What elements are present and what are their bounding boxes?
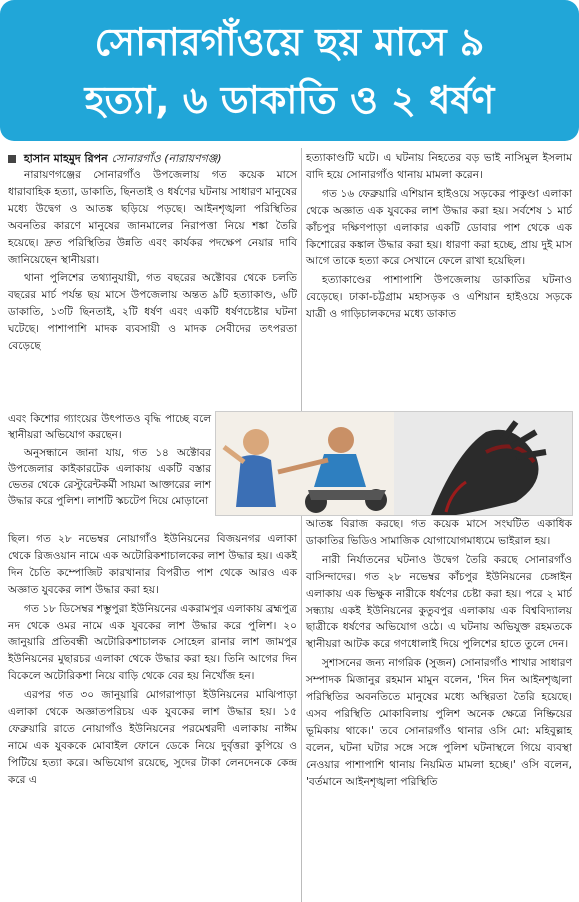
dateline-place: সোনারগাঁও (নারায়ণগঞ্জ)	[111, 152, 222, 165]
paragraph: এরপর গত ৩০ জানুয়ারি মোগরাপাড়া ইউনিয়নের মাঝিপাড়া এলাকা থেকে অজ্ঞাতপরিচয় এক যুবকের লাশ উদ্ধার হয়। ১৫ ফেব্রুয়ারি রাতে নোয়াগাঁও ইউনিয়নের পরমেশ্বরদী এলাকায় নাঈম নামে এক যুবককে মোবাইল ফোনে ডেকে নিয়ে দুর্বৃত্তরা কুপিয়ে ও পিটিয়ে হত্যা করে। অভিযোগ রয়েছে, সুদের টাকা লেনদেনকে কেন্দ্র করে এ	[8, 689, 297, 786]
article-column-right-top	[306, 150, 572, 325]
column-divider	[301, 148, 302, 902]
headline-line-2: হত্যা, ৬ ডাকাতি ও ২ ধর্ষণ	[84, 77, 495, 122]
paragraph: হত্যাকাণ্ডের পাশাপাশি উপজেলায় ডাকাতির ঘটনাও বেড়েছে। ঢাকা-চট্টগ্রাম মহাসড়ক ও এশিয়ান হাইওয়ে সড়কে যাত্রী ও গাড়িচালকদের মধ্যে ডাকাত	[306, 274, 572, 321]
paragraph: হত্যাকাণ্ডটি ঘটে। এ ঘটনায় নিহতের বড় ভাই নাসিমুল ইসলাম বাদি হয়ে সোনারগাঁও থানায় মামলা করেন।	[306, 152, 572, 181]
article-column-right-bottom	[306, 516, 572, 793]
paragraph: থানা পুলিশের তথ্যানুযায়ী, গত বছরের অক্টোবর থেকে চলতি বছরের মার্চ পর্যন্ত ছয় মাসে উপজেলায় অন্তত ৯টি হত্যাকাণ্ড, ৬টি ডাকাতি, ১৩টি ছিনতাই, ২টি ধর্ষণ এবং একটি ধর্ষণচেষ্টার ঘটনা ঘটেছে। পাশাপাশি মাদক ব্যবসায়ী ও মাদক সেবীদের তৎপরতা বেড়েছে	[8, 272, 297, 353]
paragraph: নারায়ণগঞ্জের সোনারগাঁও উপজেলায় গত কয়েক মাসে ধারাবাহিক হত্যা, ডাকাতি, ছিনতাই ও ধর্ষণের ঘটনায় সাধারণ মানুষের মধ্যে উদ্বেগ ও আতঙ্ক ছড়িয়ে পড়ছে। আইনশৃঙ্খলা পরিস্থিতির অবনতির কারণে মানুষের জানমালের নিরাপত্তা নিয়ে শঙ্কা তৈরি হয়েছে। দ্রুত পরিস্থিতির উন্নতি এবং কার্যকর পদক্ষেপ নেয়ার দাবি জানিয়েছেন স্থানীয়রা।	[8, 169, 297, 266]
article-column-left-middle	[8, 411, 211, 512]
author-name: হাসান মাহমুদ রিপন	[23, 152, 108, 165]
paragraph: গত ১৮ ডিসেম্বর শম্ভুপুরা ইউনিয়নের একরামপুর এলাকায় ব্রহ্মপুত্র নদ থেকে ওমর নামে এক যুবকের লাশ উদ্ধার করে পুলিশ। ২০ জানুয়ারি প্রতিবন্ধী অটোরিকশাচালক সোহেল রানার লাশ জামপুর ইউনিয়নের মুছারচর এলাকা থেকে উদ্ধার করা হয়। তিনি আগের দিন বিকেলে অটোরিকশা নিয়ে বাড়ি থেকে বের হয় নিখোঁজ হন।	[8, 602, 298, 683]
square-bullet-icon	[8, 155, 16, 163]
paragraph: আতঙ্ক বিরাজ করছে। গত কয়েক মাসে সংঘটিত একাধিক ডাকাতির ভিডিও সামাজিক যোগাযোগমাধ্যমে ভাইরাল হয়।	[306, 518, 572, 547]
paragraph: নারী নির্যাতনের ঘটনাও উদ্বেগ তৈরি করছে সোনারগাঁও বাসিন্দাদের। গত ২৮ নভেম্বর কাঁচপুর ইউনিয়নের চেঙ্গাইন এলাকায় এক ভিক্ষুক নারীকে ধর্ষণের চেষ্টা করা হয়। পরে ২ মার্চ সন্ধ্যায় একই ইউনিয়নের কুতুবপুর এলাকায় এক বিশ্ববিদ্যালয় ছাত্রীকে ধর্ষণের অভিযোগ ওঠে। এ ঘটনায় অভিযুক্ত রহমতকে স্থানীয়রা আটক করে গণধোলাই দিয়ে পুলিশের হাতে তুলে দেন।	[306, 553, 572, 651]
article-column-left-top	[8, 167, 297, 357]
paragraph: গত ১৬ ফেব্রুয়ারি এশিয়ান হাইওয়ে সড়কের পাকুণ্ডা এলাকা থেকে অজ্ঞাত এক যুবকের লাশ উদ্ধার করা হয়। সর্বশেষ ১ মার্চ কাঁচপুর দক্ষিণপাড়া এলাকার একটি ডোবার পাশ থেকে এক কিশোরের কঙ্কাল উদ্ধার করা হয়। ধারণা করা হচ্ছে, প্রায় দুই মাস আগে তাকে হত্যা করে সেখানে ফেলে রাখা হয়েছিল।	[306, 187, 572, 268]
headline-line-1: সোনারগাঁওয়ে ছয় মাসে ৯	[94, 19, 485, 64]
paragraph: ছিল। গত ২৮ নভেম্বর নোয়াগাঁও ইউনিয়নের বিজয়নগর এলাকা থেকে রিজওয়ান নামে এক অটোরিকশাচালকের লাশ উদ্ধার হয়। একই দিন চৈতি কম্পোজিট কারখানার বিপরীত পাশ থেকে আরও এক অজ্ঞাত যুবকের লাশ উদ্ধার করা হয়।	[8, 533, 297, 596]
crime-illustration-image	[216, 412, 572, 515]
headline-banner	[0, 0, 579, 141]
article-column-left-bottom	[8, 531, 297, 791]
article-illustration	[215, 411, 573, 516]
paragraph: সুশাসনের জন্য নাগরিক (সুজন) সোনারগাঁও শাখার সাধারণ সম্পাদক মিজানুর রহমান মামুন বলেন, 'দিন দিন আইনশৃঙ্খলা পরিস্থিতির অবনতিতে মানুষের মধ্যে অস্থিরতা তৈরি হয়েছে। এসব পরিস্থিতি মোকাবিলায় পুলিশ অনেক ক্ষেত্রে নিষ্ক্রিয়ের ভূমিকায় থাকে।' তবে সোনারগাঁও থানার ওসি মো: মহিবুল্লাহ বলেন, ঘটনা ঘটার সঙ্গে সঙ্গে পুলিশ ঘটনাস্থলে গিয়ে ব্যবস্থা নেওয়ার পাশাপাশি থানায় নিয়মিত মামলা হচ্ছে।' ওসি বলেন, 'বর্তমানে আইনশৃঙ্খলা পরিস্থিতি	[306, 657, 572, 788]
paragraph: এবং কিশোর গ্যাংয়ের উৎপাতও বৃদ্ধি পাচ্ছে বলে স্থানীয়রা অভিযোগ করছেন।	[8, 413, 211, 442]
paragraph: অনুসন্ধানে জানা যায়, গত ১৪ অক্টোবর উপজেলার কাইকারটেক এলাকায় একটি বস্তার ভেতর থেকে রেস্টুরেন্টকর্মী সায়মা আক্তারের লাশ উদ্ধার করে পুলিশ। লাশটি স্কচটেপ দিয়ে মোড়ানো	[8, 447, 211, 508]
